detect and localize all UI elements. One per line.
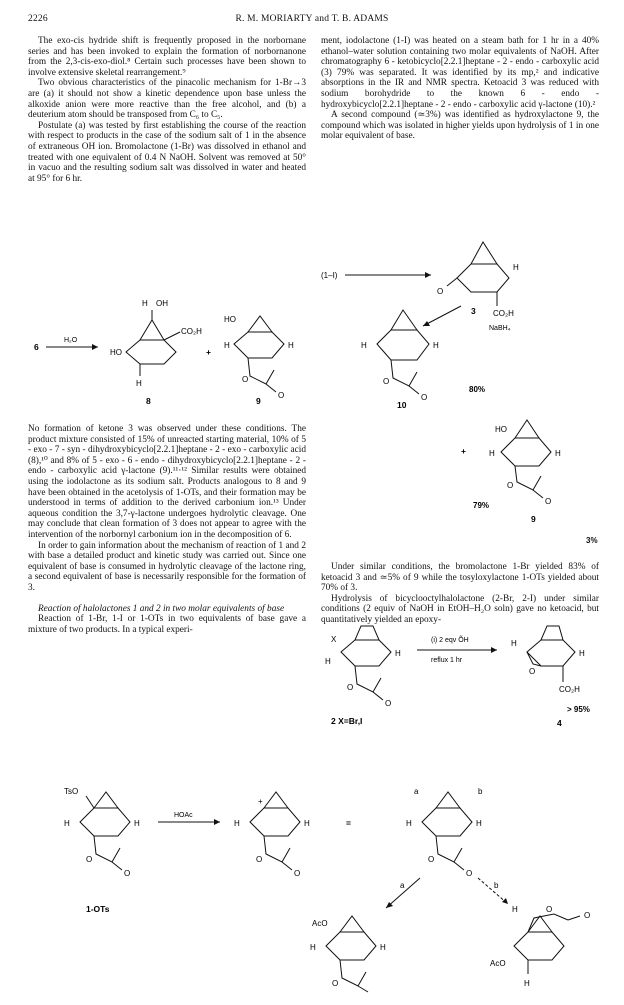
page-number: 2226 [28,14,48,24]
label-o: O [428,855,435,864]
bridge-bond [248,316,272,332]
bond-co2h [164,332,180,340]
ring-bond [80,808,130,836]
label-h-right: H [304,819,310,828]
paragraph: Under similar conditions, the bromolactone 1-Br yielded 83% of ketoacid 3 and ≃5% of 9 while the tosyloxylactone 1-OTs yielded about 70% of 3. [321,562,599,594]
ring-bond [341,640,391,666]
lactone-bond [340,960,366,986]
equals-sign: = [346,818,351,828]
label-h-right: H [134,819,140,828]
label-aco: AcO [312,919,328,928]
plus-sign: + [461,446,466,456]
label-carbonyl-o: O [294,869,301,878]
lactone-bond [248,358,274,384]
bridge-bond [355,626,379,640]
compound-6-label: 6 [34,342,39,352]
lactone-bond [94,836,120,862]
bond-ots [86,796,94,808]
carbonyl-bond [282,862,292,870]
label-o: O [86,855,93,864]
arrow-head [214,819,220,825]
compound-1-ots-label: 1-OTs [86,904,110,914]
section-heading: Reaction of halolactones 1 and 2 in two molar equivalents of base [38,603,285,614]
reagent-line-2: reflux 1 hr [431,657,463,664]
carbonyl-bond [447,278,457,286]
ring-bond [377,330,429,360]
yield-9-container [586,536,606,547]
yield-9: 3% [586,536,598,545]
label-h-top: H [512,905,518,914]
label-h: H [489,449,495,458]
label-co2h: CO₂H [559,685,580,694]
plus-sign: + [206,347,211,357]
label-h: H [310,943,316,952]
paragraph: Hydrolysis of bicyclooctylhalolactone (2-Br, 2-I) under similar conditions (2 equiv of NaOH in EtOH–H₂O soln) gave no ketoacid, but quantitatively yielded an epoxy- [321,593,599,625]
label-co2h: CO₂H [181,327,202,336]
scheme-acetolysis-1-ots [28,778,600,996]
lactone-bond [528,914,568,932]
scheme-hydrolysis-6 [28,292,308,410]
carbonyl-bond [454,862,464,870]
carbonyl-bond [409,386,419,394]
label-oh: OH [156,299,168,308]
label-h-right: H [476,819,482,828]
label-ho: HO [495,425,507,434]
paragraph: Postulate (a) was tested by first establishing the course of the reaction with respect to products in the case of the sodium salt of 1 in the absence of extraneous OH ion. Bromolactone (1-Br) was dissolved in ethanol and treated with one equivalent of 0.4 N NaOH. Solvent was removed at 50° in vacuo and the resulting sodium salt was dissolved in water and heated at 95° for 6 hr. [28,120,306,184]
right-column-top [321,36,599,142]
label-ho: HO [224,315,236,324]
lactone-bond [264,836,290,862]
paragraph: Reaction of 1-Br, 1-I or 1-OTs in two equivalents of base gave a mixture of two products. In a typical experi- [28,614,306,635]
bridge-bond [264,792,288,808]
lactone-bond [515,466,541,490]
reagent-hoac: HOAc [174,812,193,819]
arrow-head [491,647,497,653]
label-o: O [332,979,339,988]
label-h: H [142,299,148,308]
reagent-line-1: (i) 2 eqv ÕH [431,637,469,644]
carbonyl-bond [533,490,543,498]
label-carbonyl-o: O [466,869,473,878]
ring-bond [501,438,551,466]
paragraph: Two obvious characteristics of the pinacolic mechanism for 1-Br→3 are (a) it should not show a kinetic dependence upon base unless the alkoxide anion were more reactive than the free alcohol, and (b) a deuterium atom should be transposed from C₆ to C₅. [28,78,306,121]
label-path-a: a [414,787,419,796]
bridge-bond [391,310,417,330]
compound-3-label: 3 [471,306,476,316]
label-h: H [511,639,517,648]
label-carbonyl-o: O [545,497,552,506]
compound-4-label: 4 [557,718,562,728]
arrow-head [425,272,431,278]
paragraph: No formation of ketone 3 was observed under these conditions. The product mixture consisted of 15% of unreacted starting material, 10% of 5 - exo - 7 - syn - dihydroxybicyclo[2.2.1]heptane - 2 - exo - carboxylic acid (8),¹⁰ and 8% of 5 - exo - 6 - endo - dihydroxybicyclo[2.2.1]heptane - 2 - endo - carboxylic acid γ-lactone (9).¹¹·¹² Similar results were obtained using the iodolactone as its sodium salt. Products analogous to 8 and 9 have been obtained in the acetolysis of 1-OTs, and their formation may be understood in terms of addition to the derived carbonium ion.¹³ Under aqueous condition the 3,7-γ-lactone undergoes hydrolytic cleavage. One may conclude that clean formation of 3 does not appear to agree with the intervention of the norbornyl carbonium ion in the decomposition of 6. [28,424,306,540]
compound-9-label: 9 [256,396,261,406]
ring-bond [514,932,564,960]
start-compound-label: (1–I) [321,271,338,280]
label-carbonyl-o: O [584,911,591,920]
label-h: H [361,341,367,350]
left-column-middle [28,424,306,635]
scheme-iodolactone-products [321,226,601,526]
ring-bond [234,332,284,358]
arrow-head [423,321,430,326]
running-header [28,14,596,28]
bridge-bond [515,420,539,438]
left-column-top [28,36,306,184]
label-h: H [325,657,331,666]
lactone-bond [391,360,417,386]
paragraph: A second compound (≃3%) was identified as hydroxylactone 9, the compound which was isolated in higher yields upon hydrolysis of 1 in one molar equivalent of base. [321,110,599,142]
label-b: b [494,881,499,890]
label-h-right: H [579,649,585,658]
paragraph: ment, iodolactone (1-I) was heated on a steam bath for 1 hr in a 40% ethanol–water solution containing two molar equivalents of NaOH. After chromatography 6 - ketobicyclo[2.2.1]heptane - 2 - endo - carboxylic acid (3) 79% was separated. It was identified by its mp,² and indicative absorptions in the IR and NMR spectra. Ketoacid 3 was reduced with sodium borohydride to the known 6 - endo - hydroxybicyclo[2.2.1]heptane - 2 - endo - carboxylic acid γ-lactone (10).² [321,36,599,110]
label-h-right: H [555,449,561,458]
bridge-bond [436,792,460,808]
label-o: O [256,855,263,864]
paragraph: The exo-cis hydride shift is frequently proposed in the norbornane series and has been invoked to explain the formation of norbornanone from the 2,3-cis-exo-diol.⁸ Certain such processes have been shown to involve extensive skeletal rearrangement.⁹ [28,36,306,78]
lactone-bond [436,836,462,862]
label-aco: AcO [490,959,506,968]
label-h-right: H [288,341,294,350]
label-o: O [242,375,249,384]
scheme-epoxy-acid [321,612,601,730]
compound-10-label: 10 [397,400,407,410]
compound-2-label: 2 X=Br,I [331,716,363,726]
carbonyl-bond [568,916,580,920]
bridge-bond [94,792,118,808]
carbonyl-bond [358,986,368,992]
reagent-water: H₂O [64,337,78,344]
label-o: O [437,287,444,296]
arrow-head [502,898,508,904]
paragraph: In order to gain information about the mechanism of reaction of 1 and 2 with base a detailed product and kinetic study was carried out. Since one equivalent of base is consumed in hydrolytic cleavage of the lactone ring, a second equivalent of base is necessarily responsible for the formation of 3. [28,540,306,593]
label-ho: HO [110,348,122,357]
running-title: R. M. MORIARTY and T. B. ADAMS [235,14,389,24]
bridge-bond [140,320,164,340]
structure-8 [126,310,180,376]
carbonyl-bond [266,384,276,392]
ring-bond [326,932,376,960]
label-plus-charge: + [258,797,263,806]
label-carbonyl-o: O [124,869,131,878]
label-o: O [529,667,536,676]
label-h: H [224,341,230,350]
label-h-bottom: H [136,379,142,388]
bridge-bond [340,916,364,932]
label-path-b: b [478,787,483,796]
label-h-bottom: H [524,979,530,988]
bridge-bond [471,242,497,264]
compound-8-label: 8 [146,396,151,406]
label-h-right: H [380,943,386,952]
label-h: H [234,819,240,828]
label-x: X [331,635,337,644]
label-co2h: CO₂H [493,309,514,318]
ring-bond [126,340,176,364]
carbonyl-bond [112,862,122,870]
bridge-bond [541,626,563,640]
label-o: O [507,481,514,490]
yield-10: 80% [469,385,486,394]
carbonyl-bond [373,692,383,700]
label-h-right: H [395,649,401,658]
arrow-head [92,344,98,350]
label-carbonyl-o: O [421,393,428,402]
label-h: H [406,819,412,828]
reduction-arrow [423,306,461,326]
label-h-right: H [433,341,439,350]
label-carbonyl-o: O [278,391,285,400]
label-a: a [400,881,405,890]
ring-bond [527,640,575,666]
path-b-arrow [478,878,508,904]
ring-bond [422,808,472,836]
label-carbonyl-o: O [385,699,392,708]
label-tso: TsO [64,787,79,796]
compound-9-label: 9 [531,514,536,524]
yield-3: 79% [473,501,490,510]
lactone-bond [355,666,381,692]
ring-bond [250,808,300,836]
label-h: H [64,819,70,828]
structure-3 [447,242,509,306]
structure-acetate-b [514,914,580,974]
reagent-nabh4: NaBH₄ [489,325,511,332]
yield-4: > 95% [567,705,590,714]
label-o: O [347,683,354,692]
label-o: O [546,905,553,914]
label-o: O [383,377,390,386]
ring-bond [457,264,509,292]
label-h: H [513,263,519,272]
